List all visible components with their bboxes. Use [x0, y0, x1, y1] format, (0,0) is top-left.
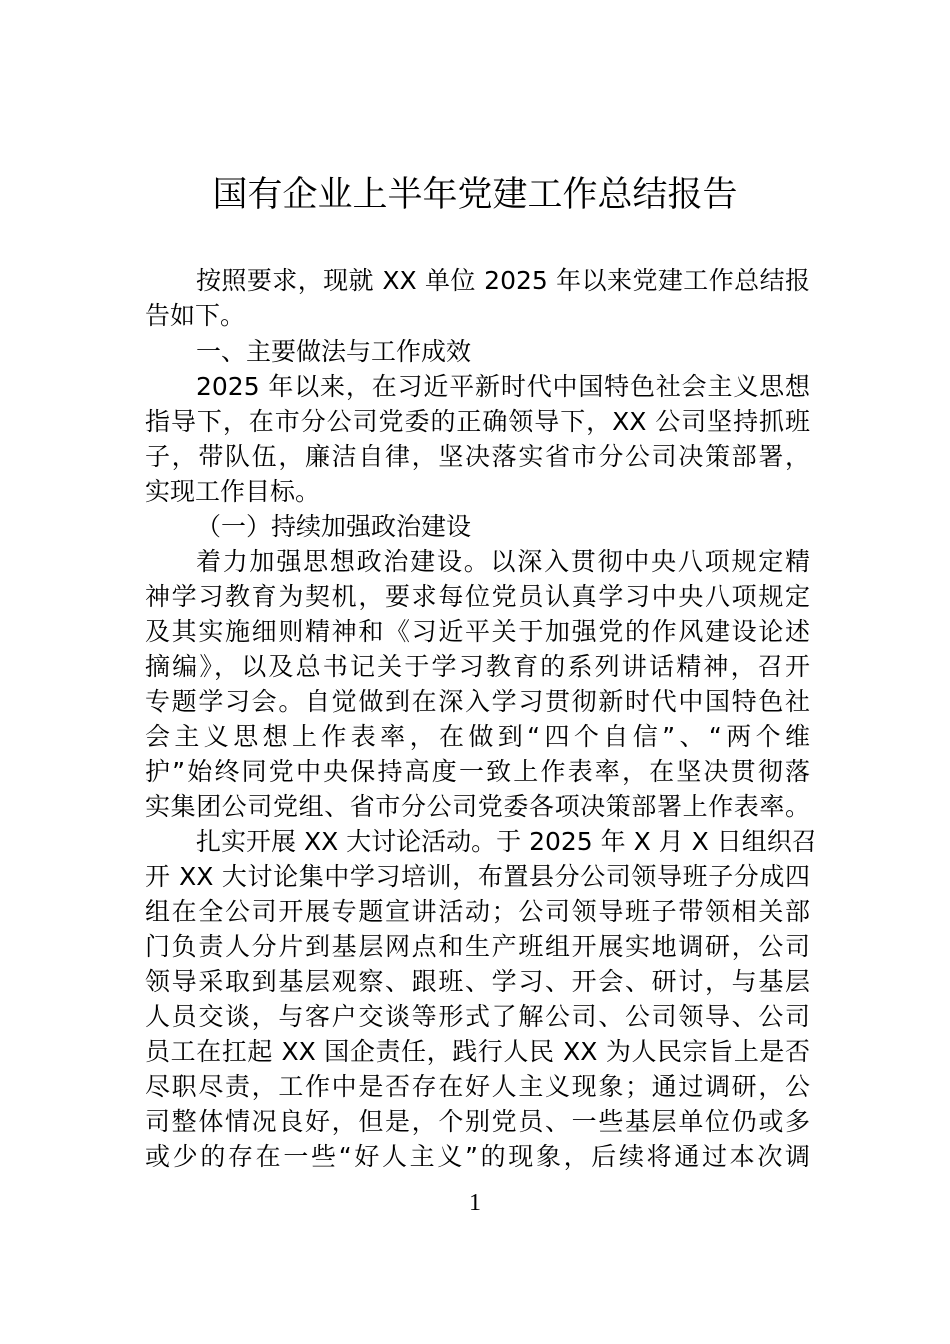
paragraph-line: 司整体情况良好，但是，个别党员、一些基层单位仍或多 [145, 1107, 810, 1136]
paragraph-line: 神学习教育为契机，要求每位党员认真学习中央八项规定 [145, 582, 810, 611]
paragraph-line: 或少的存在一些“好人主义”的现象，后续将通过本次调 [145, 1142, 810, 1171]
document-title: 国有企业上半年党建工作总结报告 [212, 175, 738, 215]
paragraph-line: 实现工作目标。 [145, 477, 321, 506]
paragraph-line: 指导下，在市分公司党委的正确领导下，XX 公司坚持抓班 [145, 407, 810, 436]
paragraph-line: 护”始终同党中央保持高度一致上作表率，在坚决贯彻落 [145, 757, 810, 786]
paragraph-line: 告如下。 [145, 301, 246, 330]
paragraph-line: 门负责人分片到基层网点和生产班组开展实地调研，公司 [145, 932, 810, 961]
paragraph-line: 及其实施细则精神和《习近平关于加强党的作风建设论述 [145, 617, 810, 646]
paragraph-line: 会主义思想上作表率，在做到“四个自信”、“两个维 [145, 722, 810, 751]
paragraph-line: 2025 年以来，在习近平新时代中国特色社会主义思想 [196, 372, 810, 401]
paragraph-line: 尽职尽责，工作中是否存在好人主义现象；通过调研，公 [145, 1072, 810, 1101]
page-number: 1 [469, 1190, 481, 1216]
section-heading: 一、主要做法与工作成效 [196, 337, 472, 366]
paragraph-line: 开 XX 大讨论集中学习培训，布置县分公司领导班子分成四 [145, 862, 810, 891]
paragraph-line: 实集团公司党组、省市分公司党委各项决策部署上作表率。 [145, 792, 810, 821]
paragraph-line: 专题学习会。自觉做到在深入学习贯彻新时代中国特色社 [145, 687, 810, 716]
paragraph-line: 人员交谈，与客户交谈等形式了解公司、公司领导、公司 [145, 1002, 810, 1031]
paragraph-line: 摘编》，以及总书记关于学习教育的系列讲话精神，召开 [145, 652, 810, 681]
paragraph-line: 领导采取到基层观察、跟班、学习、开会、研讨，与基层 [145, 967, 810, 996]
paragraph-line: 着力加强思想政治建设。以深入贯彻中央八项规定精 [196, 547, 810, 576]
paragraph-line: 组在全公司开展专题宣讲活动；公司领导班子带领相关部 [145, 897, 810, 926]
paragraph-line: 子，带队伍，廉洁自律，坚决落实省市分公司决策部署， [145, 442, 810, 471]
paragraph-line: 按照要求，现就 XX 单位 2025 年以来党建工作总结报 [196, 266, 810, 295]
paragraph-line: 扎实开展 XX 大讨论活动。于 2025 年 X 月 X 日组织召 [196, 827, 817, 856]
paragraph-line: 员工在扛起 XX 国企责任，践行人民 XX 为人民宗旨上是否 [145, 1037, 810, 1066]
subsection-heading: （一）持续加强政治建设 [196, 512, 472, 541]
